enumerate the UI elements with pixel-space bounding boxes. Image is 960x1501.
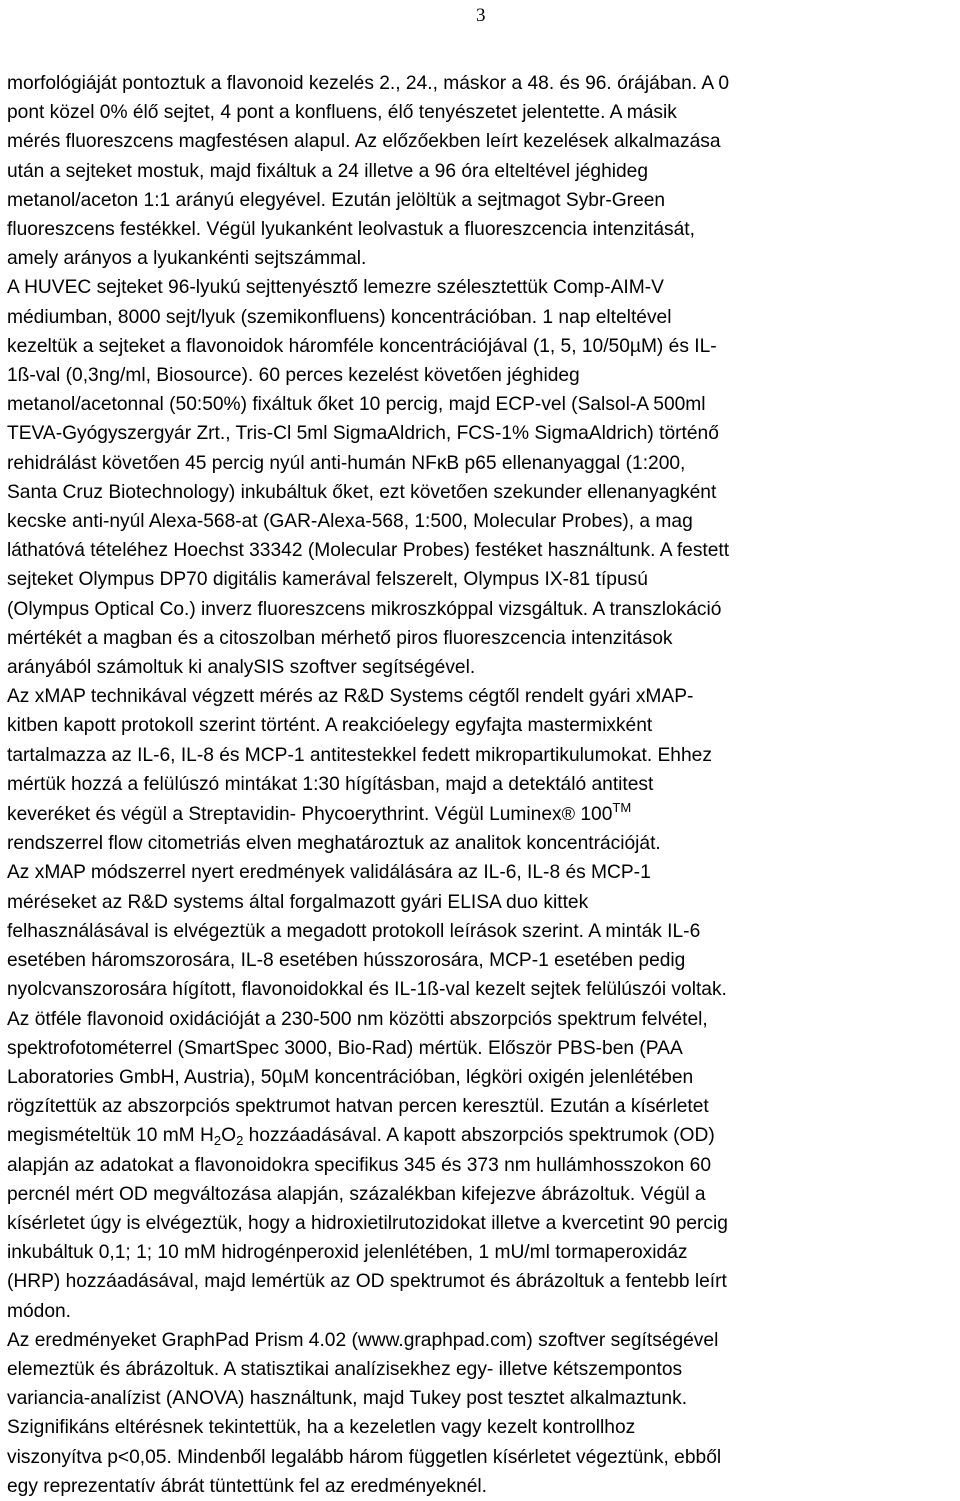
text-line: Santa Cruz Biotechnology) inkubáltuk őket, ezt követően szekunder ellenanyagként — [7, 481, 717, 503]
text-line: médiumban, 8000 sejt/lyuk (szemikonfluens) koncentrációban. 1 nap elteltével — [7, 306, 672, 328]
text-line: Az xMAP módszerrel nyert eredmények validálására az IL-6, IL-8 és MCP-1 — [7, 862, 651, 884]
text-line: (Olympus Optical Co.) inverz fluoreszcens mikroszkóppal vizsgáltuk. A transzlokáció — [7, 598, 722, 620]
paragraph-huvec-method — [7, 273, 952, 682]
text-line: spektrofotométerrel (SmartSpec 3000, Bio-Rad) mértük. Először PBS-ben (PAA — [7, 1037, 683, 1059]
text-line: amely arányos a lyukankénti sejtszámmal. — [7, 248, 367, 270]
text-line: metanol/aceton 1:1 arányú elegyével. Ezután jelöltük a sejtmagot Sybr-Green — [7, 189, 666, 211]
text-line: 1ß-val (0,3ng/ml, Biosource). 60 perces kezelést követően jéghideg — [7, 365, 580, 387]
text-line: percnél mért OD megváltozása alapján, százalékban kifejezve ábrázoltuk. Végül a — [7, 1183, 706, 1205]
text-line: fluoreszcens festékkel. Végül lyukanként leolvastuk a fluoreszcencia intenzitását, — [7, 219, 695, 241]
document-body — [7, 69, 952, 1501]
text-line: méréseket az R&D systems által forgalmazott gyári ELISA duo kittek — [7, 891, 589, 913]
text-line: rendszerrel flow citometriás elven meghatároztuk az analitok koncentrációját. — [7, 833, 661, 855]
text-line: morfológiáját pontoztuk a flavonoid kezelés 2., 24., máskor a 48. és 96. órájában. A 0 — [7, 73, 730, 94]
text-line: mértékét a magban és a citoszolban mérhető piros fluoreszcencia intenzitások — [7, 627, 673, 649]
page-number: 3 — [476, 5, 486, 26]
text-line: elemeztük és ábrázoltuk. A statisztikai analízisekhez egy- illetve kétszempontos — [7, 1358, 683, 1380]
paragraph-statistics — [7, 1326, 952, 1501]
text-line: pont közel 0% élő sejtet, 4 pont a konfluens, élő tenyészetet jelentette. A másik — [7, 102, 677, 124]
luminex-text-before: keveréket és végül a Streptavidin- Phycoerythrint. Végül Luminex — [7, 804, 562, 826]
subscript-2: 2 — [236, 1132, 244, 1148]
text-line: alapján az adatokat a flavonoidokra specifikus 345 és 373 nm hullámhosszokon 60 — [7, 1154, 711, 1176]
text-line: inkubáltuk 0,1; 1; 10 mM hidrogénperoxid jelenlétében, 1 mU/ml tormaperoxidáz — [7, 1242, 688, 1264]
h2o2-text-after: hozzáadásával. A kapott abszorpciós spektrumok (OD) — [243, 1125, 715, 1147]
text-line-luminex — [7, 799, 952, 829]
text-line: esetében háromszorosára, IL-8 esetében hússzorosára, MCP-1 esetében pedig — [7, 950, 686, 972]
text-line: rögzítettük az abszorpciós spektrumot hatvan percen keresztül. Ezután a kísérletet — [7, 1096, 709, 1118]
text-line: A HUVEC sejteket 96-lyukú sejttenyésztő lemezre szélesztettük Comp-AIM-V — [7, 277, 664, 299]
text-line: kecske anti-nyúl Alexa-568-at (GAR-Alexa-568, 1:500, Molecular Probes), a mag — [7, 511, 693, 533]
text-line: viszonyítva p<0,05. Mindenből legalább három független kísérletet végeztünk, ebből — [7, 1446, 722, 1468]
text-line: sejteket Olympus DP70 digitális kamerával felszerelt, Olympus IX-81 típusú — [7, 569, 648, 591]
text-line: egy reprezentatív ábrát tüntettünk fel az eredményeknél. — [7, 1475, 487, 1497]
paragraph-flavonoid-oxidation — [7, 1005, 952, 1326]
paragraph-elisa-validation — [7, 858, 952, 1004]
text-line: Az ötféle flavonoid oxidációját a 230-500 nm közötti abszorpciós spektrum felvétel, — [7, 1008, 708, 1030]
text-line: láthatóvá tételéhez Hoechst 33342 (Molecular Probes) festéket használtunk. A festett — [7, 540, 730, 562]
text-line: metanol/acetonnal (50:50%) fixáltuk őket 10 percig, majd ECP-vel (Salsol-A 500ml — [7, 394, 706, 416]
registered-trademark-symbol: ® — [561, 803, 576, 825]
text-line: kezeltük a sejteket a flavonoidok háromféle koncentrációjával (1, 5, 10/50µM) és IL- — [7, 335, 717, 357]
trademark-superscript: TM — [612, 799, 632, 815]
text-line: felhasználásával is elvégeztük a megadott protokoll leírások szerint. A minták IL-6 — [7, 920, 701, 942]
text-line: mérés fluoreszcens magfestésen alapul. Az előzőekben leírt kezelések alkalmazása — [7, 131, 721, 153]
text-line: tartalmazza az IL-6, IL-8 és MCP-1 antitestekkel fedett mikropartikulumokat. Ehhez — [7, 744, 712, 766]
luminex-text-after: 100 — [575, 804, 613, 826]
text-line: kitben kapott protokoll szerint történt. A reakcióelegy egyfajta mastermixként — [7, 715, 653, 737]
paragraph-xmap-method — [7, 682, 952, 858]
text-line: (HRP) hozzáadásával, majd lemértük az OD spektrumot és ábrázoltuk a fentebb leírt — [7, 1271, 727, 1293]
text-line: után a sejteket mostuk, majd fixáltuk a 24 illetve a 96 óra elteltével jéghideg — [7, 160, 649, 182]
text-line: rehidrálást követően 45 percig nyúl anti-humán NFκB p65 ellenanyaggal (1:200, — [7, 452, 686, 474]
text-line: TEVA-Gyógyszergyár Zrt., Tris-Cl 5ml SigmaAldrich, FCS-1% SigmaAldrich) történő — [7, 423, 719, 445]
text-line: módon. — [7, 1300, 71, 1322]
text-line: Szignifikáns eltérésnek tekintettük, ha a kezeletlen vagy kezelt kontrollhoz — [7, 1417, 636, 1439]
text-line: mértük hozzá a felülúszó mintákat 1:30 hígításban, majd a detektáló antitest — [7, 773, 654, 795]
text-line: Az xMAP technikával végzett mérés az R&D Systems cégtől rendelt gyári xMAP- — [7, 686, 694, 708]
paragraph-cell-morphology — [7, 69, 952, 273]
text-line-h2o2 — [7, 1121, 952, 1150]
h2o2-oxygen: O — [221, 1125, 237, 1147]
text-line: Az eredményeket GraphPad Prism 4.02 (www.graphpad.com) szoftver segítségével — [7, 1329, 719, 1351]
text-line: nyolcvanszorosára hígított, flavonoidokkal és IL-1ß-val kezelt sejtek felülúszói voltak. — [7, 979, 727, 1001]
text-line: arányából számoltuk ki analySIS szoftver segítségével. — [7, 657, 476, 679]
text-line: variancia-analízist (ANOVA) használtunk, majd Tukey post tesztet alkalmaztunk. — [7, 1388, 688, 1410]
subscript-2: 2 — [213, 1132, 222, 1148]
text-line: kísérletet úgy is elvégeztük, hogy a hidroxietilrutozidokat illetve a kvercetint 90 percig — [7, 1212, 728, 1234]
text-line: Laboratories GmbH, Austria), 50µM koncentrációban, légköri oxigén jelenlétében — [7, 1066, 694, 1088]
h2o2-text-before: megismételtük 10 mM H — [7, 1125, 214, 1147]
